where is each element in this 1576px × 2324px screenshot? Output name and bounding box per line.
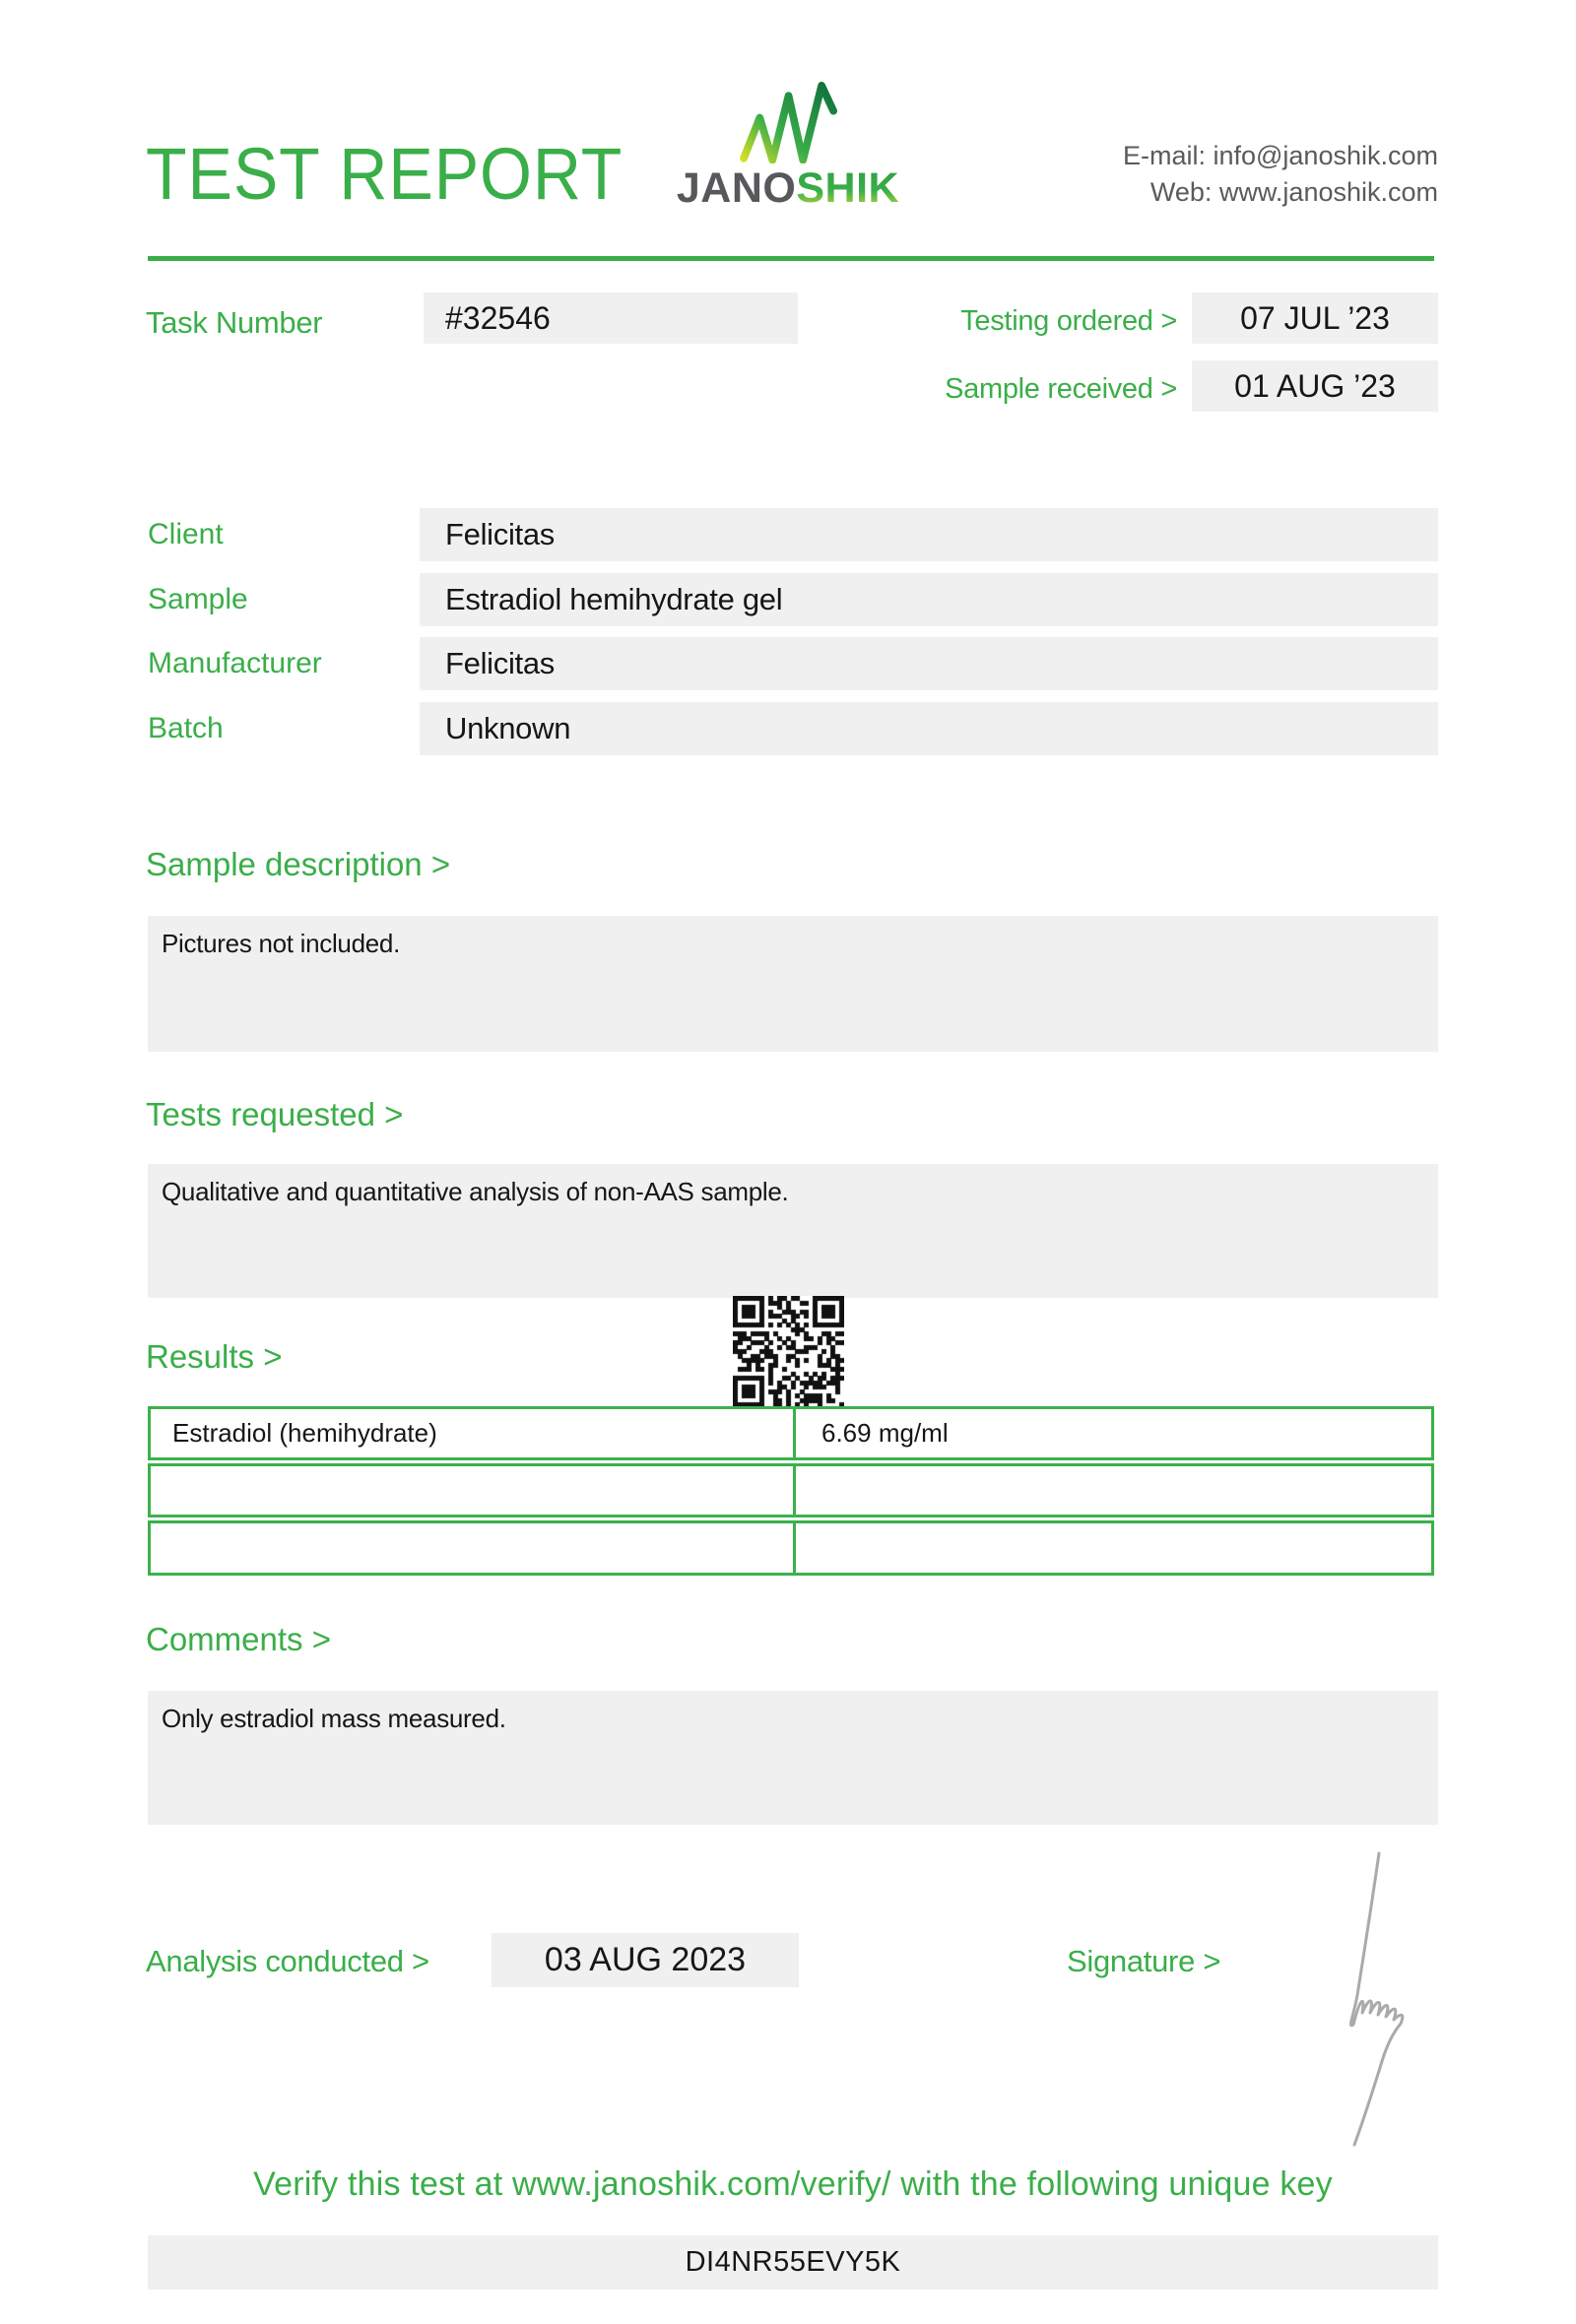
task-number-value: #32546 <box>424 292 798 344</box>
client-value: Felicitas <box>420 508 1438 561</box>
results-table-row <box>148 1520 1434 1576</box>
comments-heading: Comments > <box>146 1621 331 1657</box>
sample-received-label: Sample received > <box>945 373 1177 405</box>
unique-key-value: DI4NR55EVY5K <box>148 2235 1438 2290</box>
detail-row-sample <box>146 573 1438 626</box>
manufacturer-label: Manufacturer <box>148 647 322 679</box>
contact-web: Web: www.janoshik.com <box>1149 177 1438 207</box>
testing-ordered-value: 07 JUL ’23 <box>1192 292 1438 344</box>
result-value <box>796 1523 1431 1573</box>
analysis-conducted-label: Analysis conducted > <box>146 1944 429 1978</box>
results-table-row <box>148 1406 1434 1460</box>
results-heading: Results > <box>146 1338 283 1375</box>
sample-description-heading: Sample description > <box>146 846 451 882</box>
comments-box: Only estradiol mass measured. <box>148 1691 1438 1825</box>
sample-received-value: 01 AUG ’23 <box>1192 360 1438 412</box>
page-title: TEST REPORT <box>146 133 624 215</box>
batch-value: Unknown <box>420 702 1438 755</box>
signature-label: Signature > <box>1067 1944 1221 1978</box>
sample-label: Sample <box>148 583 248 615</box>
testing-ordered-label: Testing ordered > <box>960 305 1177 337</box>
result-analyte: Estradiol (hemihydrate) <box>151 1409 796 1457</box>
result-analyte <box>151 1523 796 1573</box>
tests-requested-box: Qualitative and quantitative analysis of non-AAS sample. <box>148 1164 1438 1298</box>
header-divider <box>148 256 1434 261</box>
contact-block <box>1123 138 1438 211</box>
detail-row-batch <box>146 702 1438 755</box>
client-label: Client <box>148 518 224 550</box>
brand-wordmark <box>650 165 926 211</box>
detail-row-manufacturer <box>146 637 1438 690</box>
manufacturer-value: Felicitas <box>420 637 1438 690</box>
task-number-label: Task Number <box>146 305 323 340</box>
detail-row-client <box>146 508 1438 561</box>
contact-email: E-mail: info@janoshik.com <box>1122 141 1438 170</box>
sample-value: Estradiol hemihydrate gel <box>420 573 1438 626</box>
results-table-row <box>148 1463 1434 1517</box>
brand-wordmark-right: SHIK <box>796 164 900 212</box>
result-value <box>796 1466 1431 1515</box>
result-value: 6.69 mg/ml <box>821 1418 949 1448</box>
verify-instruction: Verify this test at www.janoshik.com/verify/ with the following unique key <box>253 2165 1333 2203</box>
analysis-conducted-date: 03 AUG 2023 <box>492 1933 799 1987</box>
brand-chart-icon <box>737 79 847 163</box>
brand-wordmark-left: JANO <box>676 164 797 212</box>
sample-description-box: Pictures not included. <box>148 916 1438 1052</box>
signature-scribble <box>1300 1847 1428 2153</box>
qr-code <box>733 1296 844 1407</box>
tests-requested-heading: Tests requested > <box>146 1096 404 1132</box>
batch-label: Batch <box>148 712 224 744</box>
result-analyte <box>151 1466 796 1515</box>
